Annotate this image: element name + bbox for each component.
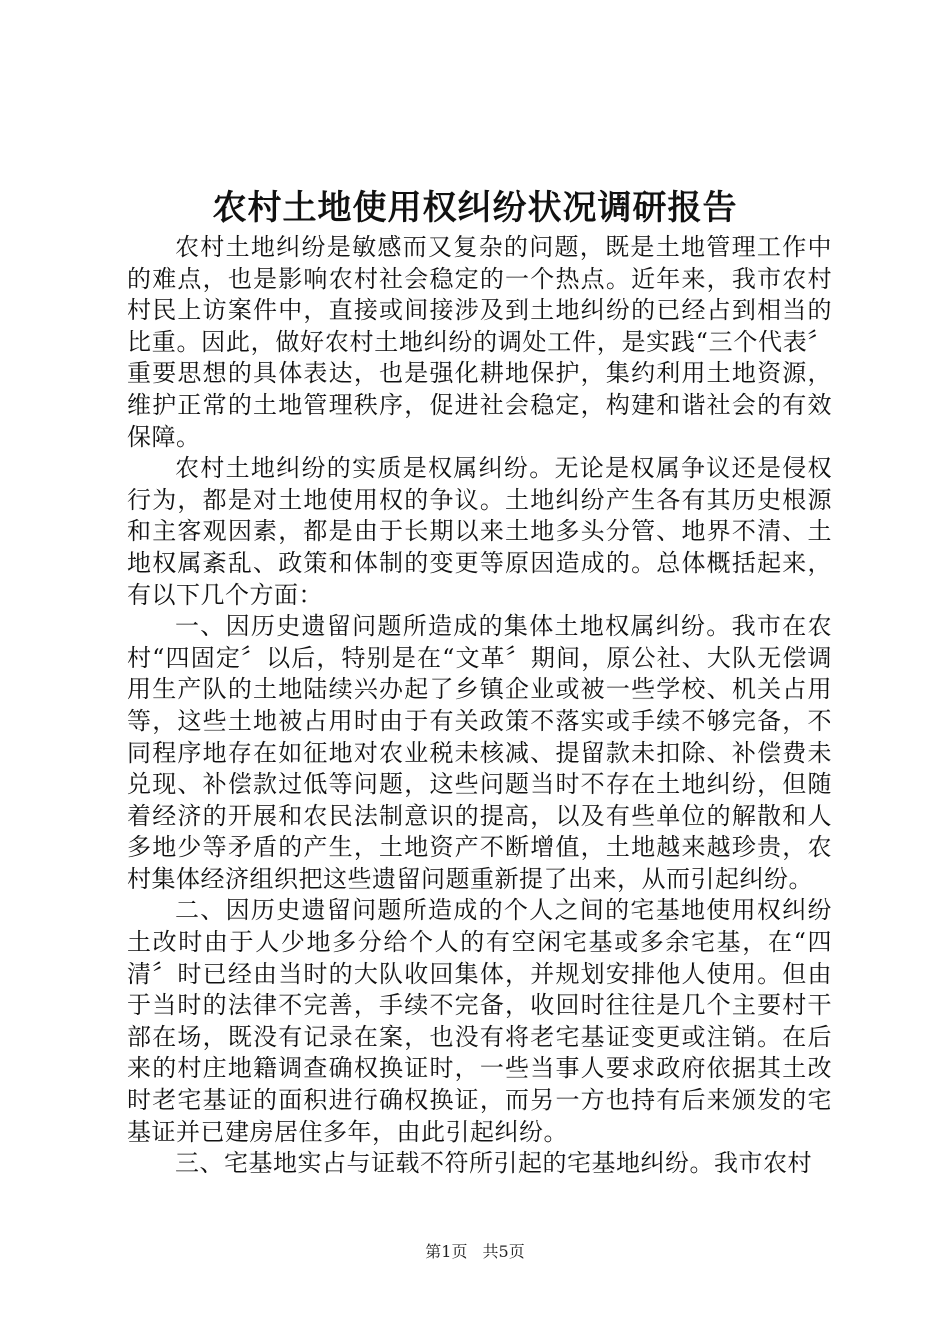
paragraph-point-one: 一、因历史遗留问题所造成的集体土地权属纠纷。我市在农村“四固定〞以后，特别是在“文革〞期间，原公社、大队无偿调用生产队的土地陆续兴办起了乡镇企业或被一些学校、机关占用等，这些土地被占用时由于有关政策不落实或手续不够完备，不同程序地存在如征地对农业税未核减、提留款未扣除、补偿费未兑现、补偿款过低等问题，这些问题当时不存在土地纠纷，但随着经济的开展和农民法制意识的提高，以及有些单位的解散和人多地少等矛盾的产生，土地资产不断增值，土地越来越珍贵，农村集体经济组织把这些遗留问题重新提了出来，从而引起纠纷。 bbox=[127, 612, 832, 893]
paragraph-point-three: 三、宅基地实占与证载不符所引起的宅基地纠纷。我市农村 bbox=[175, 1149, 812, 1178]
paragraph-intro: 农村土地纠纷是敏感而又复杂的问题，既是土地管理工作中的难点，也是影响农村社会稳定的一个热点。近年来，我市农村村民上访案件中，直接或间接涉及到土地纠纷的已经占到相当的比重。因此，做好农村土地纠纷的调处工件，是实践“三个代表〞重要思想的具体表达，也是强化耕地保护，集约利用土地资源，维护正常的土地管理秩序，促进社会稳定，构建和谐社会的有效保障。 bbox=[127, 233, 832, 451]
paragraph-essence: 农村土地纠纷的实质是权属纠纷。无论是权属争议还是侵权行为，都是对土地使用权的争议。土地纠纷产生各有其历史根源和主客观因素，都是由于长期以来土地多头分管、地界不清、土地权属紊乱、政策和体制的变更等原因造成的。总体概括起来，有以下几个方面： bbox=[127, 454, 832, 609]
document-title: 农村土地使用权纠纷状况调研报告 bbox=[212, 188, 738, 228]
page-total: 共5页 bbox=[482, 1242, 525, 1261]
document-body bbox=[127, 232, 832, 1180]
page-footer bbox=[0, 1240, 950, 1264]
page-number: 第1页 bbox=[425, 1242, 468, 1261]
paragraph-point-two: 二、因历史遗留问题所造成的个人之间的宅基地使用权纠纷土改时由于人少地多分给个人的有空闲宅基或多余宅基，在“四清〞时已经由当时的大队收回集体，并规划安排他人使用。但由于当时的法律不完善，手续不完备，收回时往往是几个主要村干部在场，既没有记录在案，也没有将老宅基证变更或注销。在后来的村庄地籍调查确权换证时，一些当事人要求政府依据其土改时老宅基证的面积进行确权换证，而另一方也持有后来颁发的宅基证并已建房居住多年，由此引起纠纷。 bbox=[127, 896, 832, 1146]
